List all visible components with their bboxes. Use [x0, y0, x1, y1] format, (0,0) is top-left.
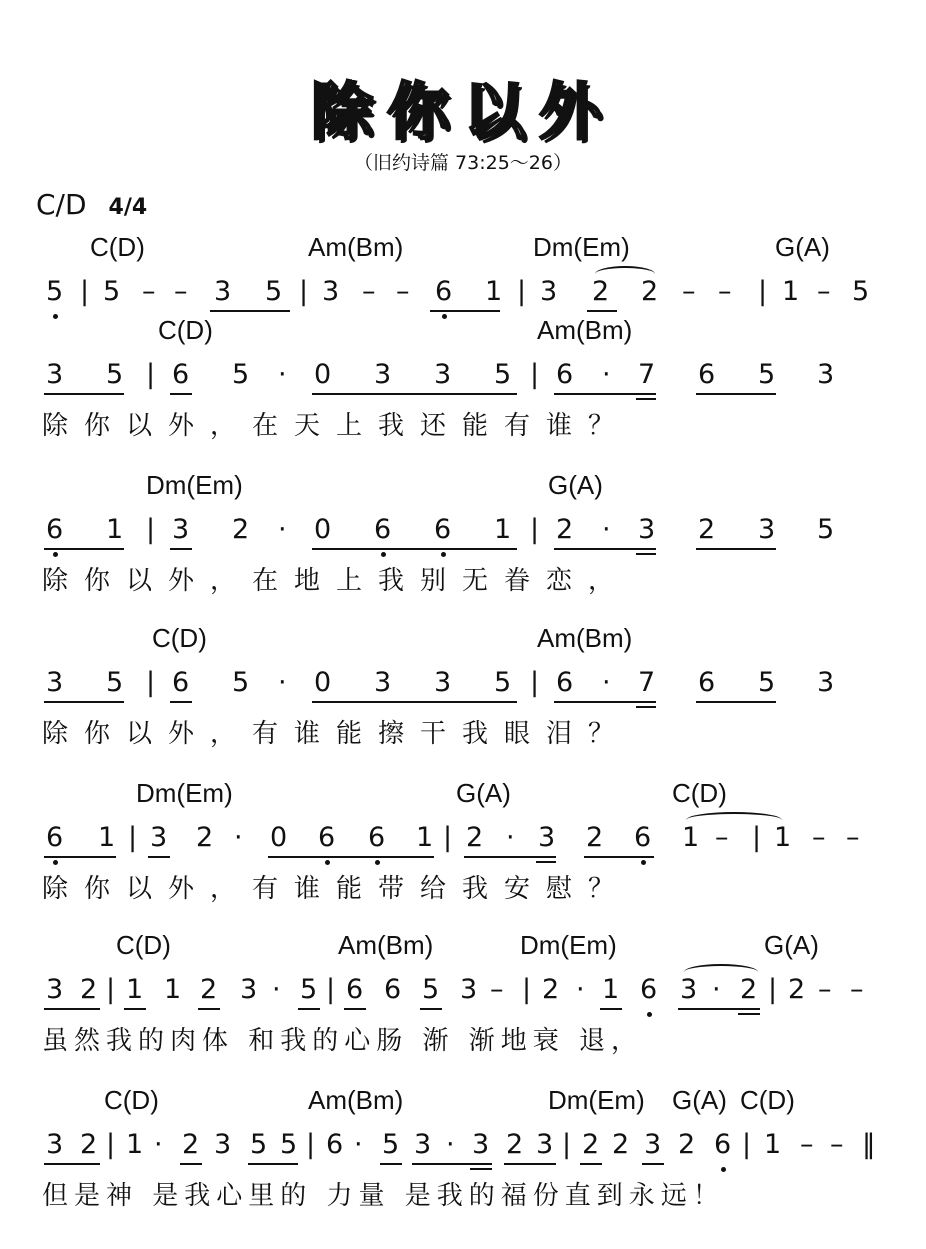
chord: Am(Bm): [338, 930, 434, 960]
dash: –: [362, 276, 376, 307]
barline: |: [443, 822, 453, 853]
note: 1: [682, 822, 700, 853]
note: 2: [641, 276, 659, 307]
note: 6: [346, 974, 364, 1005]
note: 6: [172, 667, 190, 698]
note: 3: [817, 359, 835, 390]
note: 3: [214, 1129, 232, 1160]
note: 6: [374, 514, 392, 545]
note: 5: [817, 514, 835, 545]
chord-row: [0, 778, 926, 818]
note: 2: [196, 822, 214, 853]
note: 0: [314, 359, 332, 390]
chord: Dm(Em): [533, 232, 630, 262]
underline: [738, 1013, 760, 1015]
note: 0: [314, 514, 332, 545]
note: 6: [435, 276, 453, 307]
dot-rhythm: ·: [278, 514, 287, 545]
dot-rhythm: ·: [602, 667, 611, 698]
note: 1: [106, 514, 124, 545]
note: 2: [506, 1129, 524, 1160]
note: 1: [485, 276, 503, 307]
lyrics-row: [0, 713, 926, 753]
low-octave-dot: [721, 1167, 726, 1172]
note: 2: [612, 1129, 630, 1160]
tie: [595, 266, 655, 282]
note: 2: [556, 514, 574, 545]
barline: |: [146, 514, 156, 545]
notation-row: [0, 1129, 926, 1169]
underline: [600, 1008, 622, 1010]
chord-row: [0, 1085, 926, 1125]
chord-row: [0, 315, 926, 355]
dash: –: [715, 822, 729, 853]
note: 5: [265, 276, 283, 307]
chord: Am(Bm): [308, 1085, 404, 1115]
underline: [554, 701, 656, 703]
note: 6: [434, 514, 452, 545]
dash: –: [142, 276, 156, 307]
underline: [298, 1008, 320, 1010]
note: 3: [538, 822, 556, 853]
chord: G(A): [764, 930, 819, 960]
note: 1: [774, 822, 792, 853]
barline: |: [768, 974, 778, 1005]
low-octave-dot: [441, 552, 446, 557]
low-octave-dot: [641, 860, 646, 865]
chord: Dm(Em): [136, 778, 233, 808]
barline: |: [530, 514, 540, 545]
barline: |: [146, 667, 156, 698]
dash: –: [846, 822, 860, 853]
note: 5: [103, 276, 121, 307]
underline: [44, 393, 124, 395]
lyrics-row: [0, 1020, 926, 1060]
underline: [268, 856, 434, 858]
note: 3: [150, 822, 168, 853]
dot-rhythm: ·: [154, 1129, 163, 1160]
lyrics-row: [0, 868, 926, 908]
barline: |: [106, 974, 116, 1005]
note: 6: [172, 359, 190, 390]
score-line-2: [0, 315, 926, 445]
note: 2: [200, 974, 218, 1005]
note: 3: [172, 514, 190, 545]
note: 6: [318, 822, 336, 853]
lyric-line: 除你以外，在地上我别无眷恋，: [42, 566, 631, 596]
underline: [44, 856, 116, 858]
chord: G(A): [775, 232, 830, 262]
chord: G(A): [672, 1085, 727, 1115]
note: 6: [368, 822, 386, 853]
note: 3: [46, 974, 64, 1005]
note: 5: [232, 667, 250, 698]
note: 2: [232, 514, 250, 545]
dot-rhythm: ·: [712, 974, 721, 1005]
dot-rhythm: ·: [272, 974, 281, 1005]
underline: [554, 393, 656, 395]
scripture-reference: （旧约诗篇 73:25～26）: [354, 152, 572, 174]
underline: [412, 1163, 492, 1165]
final-barline: ‖: [862, 1129, 876, 1160]
barline: |: [752, 822, 762, 853]
note: 6: [556, 359, 574, 390]
note: 5: [250, 1129, 268, 1160]
note: 6: [326, 1129, 344, 1160]
chord-row: [0, 232, 926, 272]
underline: [584, 856, 654, 858]
barline: |: [758, 276, 768, 307]
dot-rhythm: ·: [602, 359, 611, 390]
note: 3: [540, 276, 558, 307]
note: 2: [698, 514, 716, 545]
underline: [536, 861, 556, 863]
chord-row: [0, 470, 926, 510]
underline: [580, 1163, 602, 1165]
dot-rhythm: ·: [576, 974, 585, 1005]
dash: –: [817, 276, 831, 307]
underline: [148, 856, 170, 858]
barline: |: [299, 276, 309, 307]
dash: –: [490, 974, 504, 1005]
notation-row: [0, 276, 926, 316]
note: 1: [98, 822, 116, 853]
note: 1: [164, 974, 182, 1005]
note: 2: [466, 822, 484, 853]
chord: C(D): [116, 930, 171, 960]
underline: [504, 1163, 556, 1165]
barline: |: [522, 974, 532, 1005]
note: 3: [374, 667, 392, 698]
note: 2: [592, 276, 610, 307]
underline: [636, 398, 656, 400]
notation-row: [0, 667, 926, 707]
note: 2: [80, 974, 98, 1005]
underline: [124, 1008, 146, 1010]
dot-rhythm: ·: [354, 1129, 363, 1160]
note: 3: [644, 1129, 662, 1160]
note: 3: [414, 1129, 432, 1160]
tie: [686, 812, 782, 828]
lyrics-row: [0, 405, 926, 445]
note: 5: [422, 974, 440, 1005]
score-line-6: [0, 930, 926, 1060]
note: 3: [472, 1129, 490, 1160]
note: 6: [634, 822, 652, 853]
lyric-line: 除你以外，有谁能带给我安慰？: [42, 874, 631, 904]
chord: C(D): [672, 778, 727, 808]
barline: |: [517, 276, 527, 307]
underline: [44, 701, 124, 703]
underline: [44, 1008, 100, 1010]
notation-row: [0, 514, 926, 554]
barline: |: [326, 974, 336, 1005]
underline: [696, 701, 776, 703]
score-line-3: [0, 470, 926, 600]
underline: [312, 548, 517, 550]
underline: [464, 856, 556, 858]
note: 3: [322, 276, 340, 307]
dot-rhythm: ·: [446, 1129, 455, 1160]
chord: Am(Bm): [537, 315, 633, 345]
note: 3: [680, 974, 698, 1005]
note: 3: [817, 667, 835, 698]
note: 5: [106, 667, 124, 698]
barline: |: [562, 1129, 572, 1160]
low-octave-dot: [375, 860, 380, 865]
dash: –: [850, 974, 864, 1005]
note: 6: [698, 359, 716, 390]
underline: [380, 1163, 402, 1165]
note: 2: [678, 1129, 696, 1160]
barline: |: [146, 359, 156, 390]
underline: [636, 553, 656, 555]
note: 2: [740, 974, 758, 1005]
note: 5: [382, 1129, 400, 1160]
barline: |: [306, 1129, 316, 1160]
note: 6: [714, 1129, 732, 1160]
chord: Dm(Em): [146, 470, 243, 500]
notation-row: [0, 974, 926, 1014]
underline: [180, 1163, 202, 1165]
underline: [678, 1008, 760, 1010]
dash: –: [682, 276, 696, 307]
notation-row: [0, 822, 926, 862]
chord: C(D): [152, 623, 207, 653]
underline: [44, 1163, 100, 1165]
chord: G(A): [548, 470, 603, 500]
dot-rhythm: ·: [278, 667, 287, 698]
chord-row: [0, 930, 926, 970]
note: 6: [556, 667, 574, 698]
key-signature: [36, 188, 147, 221]
barline: |: [530, 359, 540, 390]
score-line-5: [0, 778, 926, 908]
underline: [198, 1008, 220, 1010]
note: 1: [126, 974, 144, 1005]
chord: C(D): [90, 232, 145, 262]
underline: [170, 548, 192, 550]
note: 2: [586, 822, 604, 853]
note: 3: [46, 359, 64, 390]
note: 1: [764, 1129, 782, 1160]
notation-row: [0, 359, 926, 399]
barline: |: [742, 1129, 752, 1160]
note: 7: [638, 359, 656, 390]
note: 5: [280, 1129, 298, 1160]
note: 6: [46, 514, 64, 545]
dash: –: [718, 276, 732, 307]
note: 1: [416, 822, 434, 853]
dot-rhythm: ·: [278, 359, 287, 390]
note: 5: [494, 359, 512, 390]
chord-row: [0, 623, 926, 663]
dash: –: [818, 974, 832, 1005]
note: 3: [214, 276, 232, 307]
chord: Am(Bm): [308, 232, 404, 262]
underline: [430, 310, 500, 312]
dash: –: [396, 276, 410, 307]
note: 3: [46, 1129, 64, 1160]
underline: [312, 393, 517, 395]
note: 6: [384, 974, 402, 1005]
note: 3: [46, 667, 64, 698]
low-octave-dot: [53, 552, 58, 557]
low-octave-dot: [53, 860, 58, 865]
underline: [696, 548, 776, 550]
note: 3: [434, 667, 452, 698]
note: 5: [758, 359, 776, 390]
note: 0: [270, 822, 288, 853]
note: 2: [542, 974, 560, 1005]
barline: |: [80, 276, 90, 307]
underline: [312, 701, 517, 703]
lyric-line: 除你以外，在天上我还能有谁？: [42, 411, 631, 441]
note: 3: [240, 974, 258, 1005]
note: 5: [46, 276, 64, 307]
note: 1: [126, 1129, 144, 1160]
chord: C(D): [740, 1085, 795, 1115]
note: 5: [852, 276, 870, 307]
low-octave-dot: [325, 860, 330, 865]
barline: |: [128, 822, 138, 853]
lyric-line: 但是神 是我心里的 力量 是我的福份直到永远！: [42, 1181, 725, 1211]
low-octave-dot: [647, 1012, 652, 1017]
note: 2: [182, 1129, 200, 1160]
note: 5: [106, 359, 124, 390]
dot-rhythm: ·: [602, 514, 611, 545]
barline: |: [530, 667, 540, 698]
dot-rhythm: ·: [234, 822, 243, 853]
tie: [684, 964, 758, 980]
key-label: C/D: [36, 188, 87, 221]
score-line-7: [0, 1085, 926, 1215]
dash: –: [174, 276, 188, 307]
note: 3: [460, 974, 478, 1005]
dash: –: [800, 1129, 814, 1160]
note: 6: [46, 822, 64, 853]
note: 2: [80, 1129, 98, 1160]
note: 3: [374, 359, 392, 390]
score-line-4: [0, 623, 926, 753]
underline: [470, 1168, 492, 1170]
note: 6: [640, 974, 658, 1005]
note: 3: [638, 514, 656, 545]
chord: G(A): [456, 778, 511, 808]
lyrics-row: [0, 560, 926, 600]
note: 2: [788, 974, 806, 1005]
dash: –: [812, 822, 826, 853]
note: 1: [602, 974, 620, 1005]
barline: |: [106, 1129, 116, 1160]
underline: [587, 310, 617, 312]
note: 3: [536, 1129, 554, 1160]
note: 1: [782, 276, 800, 307]
underline: [344, 1008, 366, 1010]
note: 1: [494, 514, 512, 545]
dash: –: [830, 1129, 844, 1160]
underline: [44, 548, 124, 550]
note: 2: [582, 1129, 600, 1160]
note: 0: [314, 667, 332, 698]
note: 3: [434, 359, 452, 390]
lyric-line: 虽然我的肉体 和我的心肠 渐 渐地衰 退，: [42, 1026, 644, 1056]
note: 5: [232, 359, 250, 390]
song-title: 除你以外: [310, 75, 615, 148]
chord: C(D): [158, 315, 213, 345]
underline: [554, 548, 656, 550]
note: 7: [638, 667, 656, 698]
lyrics-row: [0, 1175, 926, 1215]
underline: [636, 706, 656, 708]
note: 5: [758, 667, 776, 698]
underline: [696, 393, 776, 395]
chord: Dm(Em): [520, 930, 617, 960]
lyric-line: 除你以外，有谁能擦干我眼泪？: [42, 719, 631, 749]
underline: [170, 393, 192, 395]
note: 5: [494, 667, 512, 698]
underline: [170, 701, 192, 703]
note: 5: [300, 974, 318, 1005]
dot-rhythm: ·: [506, 822, 515, 853]
underline: [420, 1008, 442, 1010]
chord: Am(Bm): [537, 623, 633, 653]
chord: Dm(Em): [548, 1085, 645, 1115]
underline: [248, 1163, 298, 1165]
underline: [642, 1163, 664, 1165]
note: 3: [758, 514, 776, 545]
low-octave-dot: [381, 552, 386, 557]
time-signature: 4/4: [108, 195, 148, 220]
underline: [210, 310, 290, 312]
chord: C(D): [104, 1085, 159, 1115]
note: 6: [698, 667, 716, 698]
